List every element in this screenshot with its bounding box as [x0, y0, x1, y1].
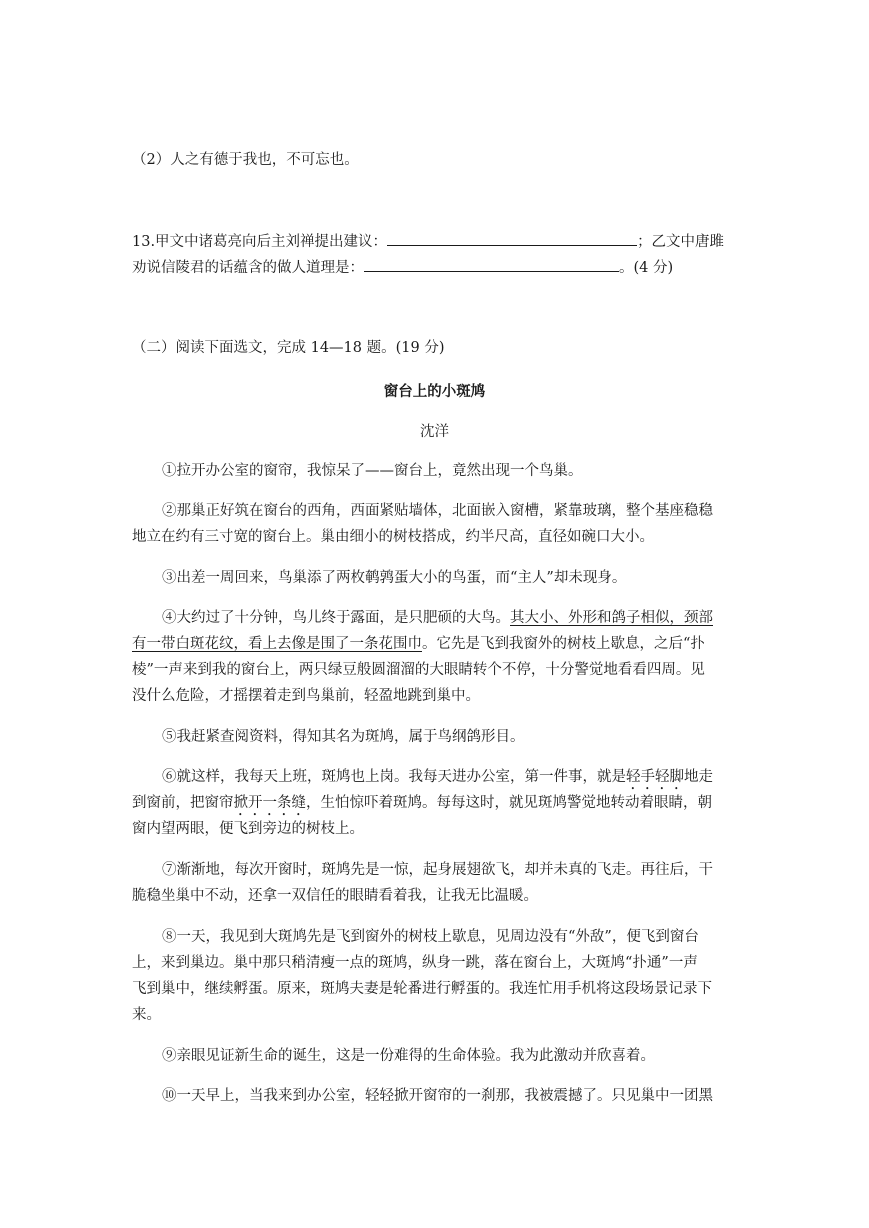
paragraph-2-line-2: 地立在约有三寸宽的窗台上。巢由细小的树枝搭成，约半尺高，直径如碗口大小。 — [132, 529, 654, 545]
article-author: 沈洋 — [420, 424, 449, 440]
article-title: 窗台上的小斑鸠 — [383, 383, 486, 400]
underlined-sentence-part-1: 其大小、外形和鸽子相似，颈部 — [510, 610, 713, 626]
paragraph-6-line-3: 窗内望两眼，便飞到旁边的树枝上。 — [132, 821, 364, 837]
paragraph-4-line-3: 棱”一声来到我的窗台上，两只绿豆般圆溜溜的大眼睛转个不停，十分警觉地看看四周。见 — [132, 662, 705, 678]
paragraph-6-text-1: ⑥就这样，我每天上班，斑鸠也上岗。我每天进办公室，第一件事，就是 — [162, 769, 626, 785]
paragraph-3: ③出差一周回来，鸟巢添了两枚鹌鹑蛋大小的鸟蛋，而“主人”却未现身。 — [162, 570, 627, 586]
paragraph-4-line-2 — [132, 634, 738, 654]
question-12-item-2: （2）人之有德于我也，不可忘也。 — [132, 152, 359, 168]
question-13-line-1 — [132, 231, 738, 252]
paragraph-6-text-3: 到窗前，把窗帘 — [132, 795, 234, 811]
paragraph-7-line-1: ⑦渐渐地，每次开窗时，斑鸠先是一惊，起身展翅欲飞，却并未真的飞走。再往后，干 — [162, 862, 713, 878]
paragraph-6-text-4: ，生怕惊吓着斑鸠。每每这时，就见斑鸠警觉地转动着眼睛，朝 — [306, 795, 712, 811]
paragraph-4-text-2: 。它先是飞到我窗外的树枝上歇息，之后“扑 — [422, 636, 705, 652]
paragraph-7-line-2: 脆稳坐巢中不动，还拿一双信任的眼睛看着我，让我无比温暖。 — [132, 888, 538, 904]
paragraph-6-text-2: 地走 — [684, 769, 713, 785]
paragraph-6-line-1 — [162, 767, 738, 793]
paragraph-2-line-1: ②那巢正好筑在窗台的西角，西面紧贴墙体，北面嵌入窗槽，紧靠玻璃，整个基座稳稳 — [162, 503, 713, 519]
paragraph-6-line-2 — [132, 793, 738, 819]
dotted-phrase-1: 轻手轻脚 — [626, 769, 684, 785]
answer-blank-2[interactable] — [364, 257, 619, 272]
paragraph-4-line-1 — [162, 608, 738, 628]
paragraph-8-line-3: 飞到巢中，继续孵蛋。原来，斑鸠夫妻是轮番进行孵蛋的。我连忙用手机将这段场景记录下 — [132, 981, 712, 997]
dotted-phrase-2: 掀开一条缝 — [233, 795, 306, 811]
question-13-prompt-2: 劝说信陵君的话蕴含的做人道理是： — [132, 260, 364, 276]
paragraph-5: ⑤我赶紧查阅资料，得知其名为斑鸠，属于鸟纲鸽形目。 — [162, 729, 525, 745]
paragraph-8-line-1: ⑧一天，我见到大斑鸠先是飞到窗外的树枝上歇息，见周边没有“外敌”，便飞到窗台 — [162, 929, 699, 945]
paragraph-9: ⑨亲眼见证新生命的诞生，这是一份难得的生命体验。我为此激动并欣喜着。 — [162, 1048, 655, 1064]
section-2-intro: （二）阅读下面选文，完成 14—18 题。(19 分) — [132, 340, 445, 356]
paragraph-8-line-4: 来。 — [132, 1007, 161, 1023]
question-13-prompt-1: 13.甲文中诸葛亮向后主刘禅提出建议： — [132, 234, 388, 250]
paragraph-8-line-2: 上，来到巢边。巢中那只稍清瘦一点的斑鸠，纵身一跳，落在窗台上，大斑鸠“扑通”一声 — [132, 955, 698, 971]
paragraph-4-text: ④大约过了十分钟，鸟儿终于露面，是只肥硕的大鸟。 — [162, 610, 510, 626]
paragraph-1: ①拉开办公室的窗帘，我惊呆了——窗台上，竟然出现一个鸟巢。 — [162, 463, 583, 479]
question-13-prompt-1-suffix: ；乙文中唐雎 — [637, 234, 725, 250]
underlined-sentence-part-2: 有一带白斑花纹，看上去像是围了一条花围巾 — [132, 636, 422, 652]
question-13-score: 。(4 分) — [619, 260, 674, 276]
answer-blank-1[interactable] — [387, 231, 637, 246]
paragraph-10-line-1: ⑩一天早上，当我来到办公室，轻轻掀开窗帘的一刹那，我被震撼了。只见巢中一团黑 — [162, 1088, 713, 1104]
paragraph-4-line-4: 没什么危险，才摇摆着走到鸟巢前，轻盈地跳到巢中。 — [132, 688, 480, 704]
question-13-line-2 — [132, 257, 738, 278]
